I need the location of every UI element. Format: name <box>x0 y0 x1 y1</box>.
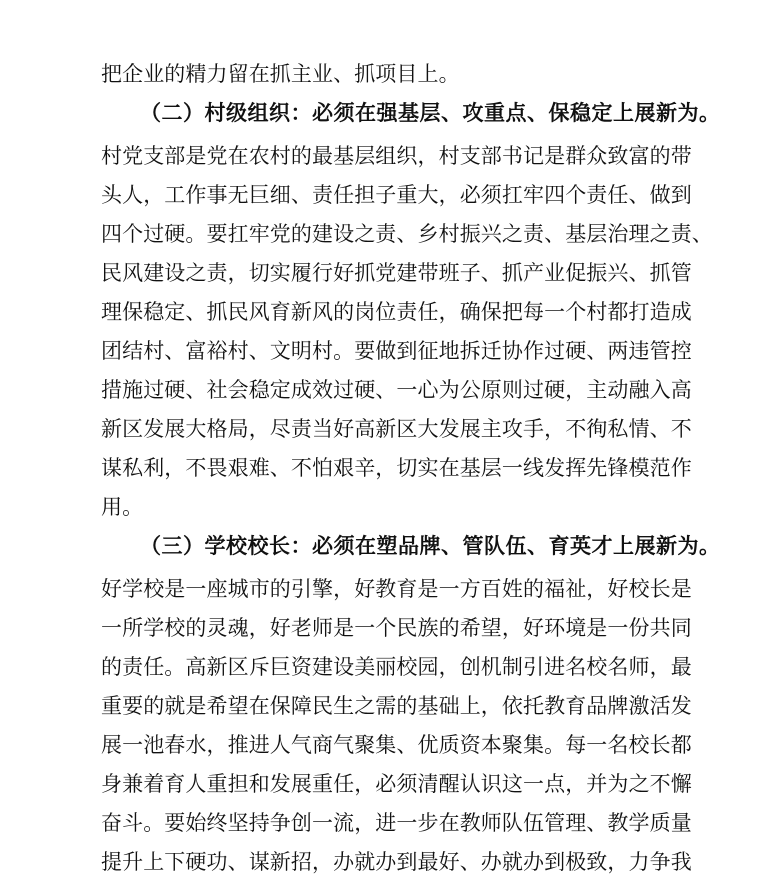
paragraph-line: 理保稳定、抓民风育新风的岗位责任，确保把每一个村都打造成 <box>101 300 692 324</box>
paragraph-line: 展一池春水，推进人气商气聚集、优质资本聚集。每一名校长都 <box>101 733 692 757</box>
paragraph-line: 一所学校的灵魂，好老师是一个民族的希望，好环境是一份共同 <box>101 616 692 640</box>
paragraph-line: 四个过硬。要扛牢党的建设之责、乡村振兴之责、基层治理之责、 <box>101 222 713 246</box>
paragraph-line: 民风建设之责，切实履行好抓党建带班子、抓产业促振兴、抓管 <box>101 261 692 285</box>
paragraph-line: 村党支部是党在农村的最基层组织，村支部书记是群众致富的带 <box>101 144 692 168</box>
paragraph-line: 措施过硬、社会稳定成效过硬、一心为公原则过硬，主动融入高 <box>101 378 692 402</box>
paragraph-line: 把企业的精力留在抓主业、抓项目上。 <box>101 62 460 86</box>
paragraph-line: 谋私利，不畏艰难、不怕艰辛，切实在基层一线发挥先锋模范作 <box>101 456 692 480</box>
paragraph-line: 好学校是一座城市的引擎，好教育是一方百姓的福祉，好校长是 <box>101 577 692 601</box>
paragraph-line: 团结村、富裕村、文明村。要做到征地拆迁协作过硬、两违管控 <box>101 339 692 363</box>
paragraph-line: 身兼着育人重担和发展重任，必须清醒认识这一点，并为之不懈 <box>101 772 692 796</box>
paragraph-line: 提升上下硬功、谋新招，办就办到最好、办就办到极致，力争我 <box>101 850 692 874</box>
paragraph-line: 头人，工作事无巨细、责任担子重大，必须扛牢四个责任、做到 <box>101 183 692 207</box>
paragraph-line: 重要的就是希望在保障民生之需的基础上，依托教育品牌激活发 <box>101 694 692 718</box>
paragraph-line: 奋斗。要始终坚持争创一流，进一步在教师队伍管理、教学质量 <box>101 811 692 835</box>
paragraph-line: 用。 <box>101 495 144 519</box>
paragraph-line: 的责任。高新区斥巨资建设美丽校园，创机制引进名校名师，最 <box>101 655 692 679</box>
paragraph-line: 新区发展大格局，尽责当好高新区大发展主攻手，不徇私情、不 <box>101 417 692 441</box>
section-heading-village-organization: （二）村级组织：必须在强基层、攻重点、保稳定上展新为。 <box>140 100 721 125</box>
section-heading-school-principal: （三）学校校长：必须在塑品牌、管队伍、育英才上展新为。 <box>140 533 721 558</box>
